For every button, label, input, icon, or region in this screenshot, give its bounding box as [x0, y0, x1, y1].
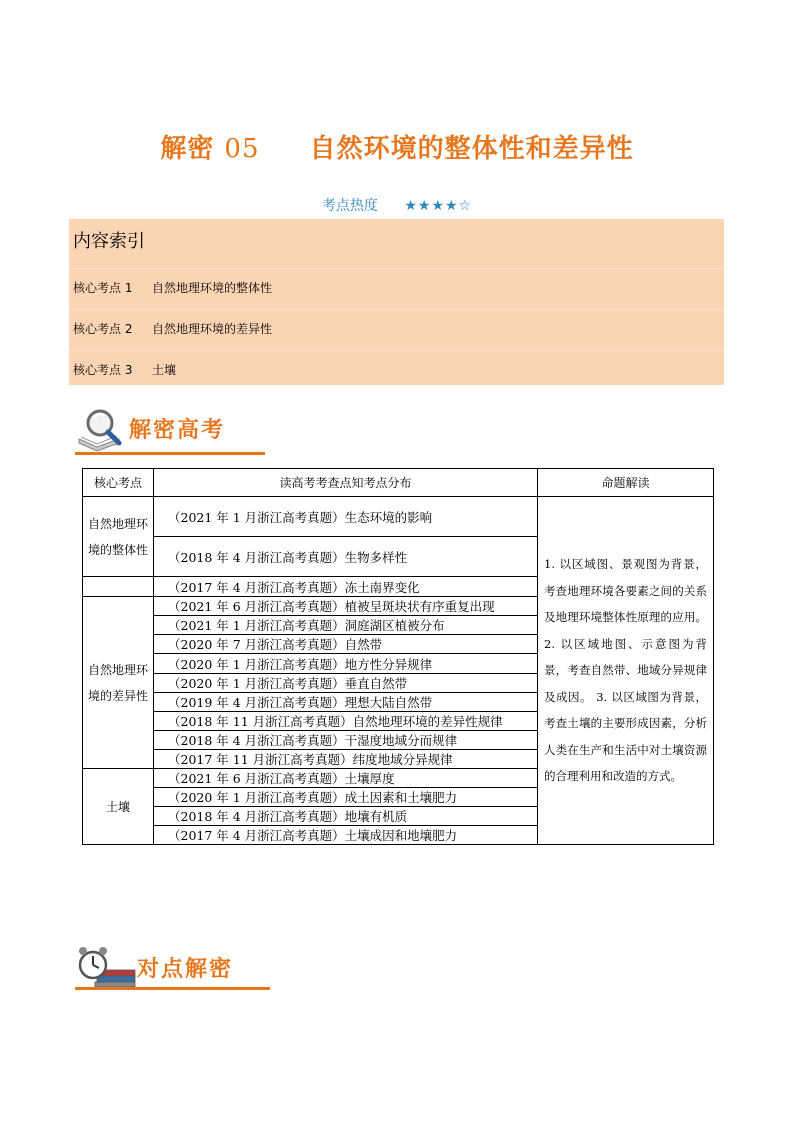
index-item-label: 核心考点 3	[73, 363, 133, 377]
item-cell: （2021 年 1 月浙江高考真题）洞庭湖区植被分布	[154, 616, 538, 635]
heat-label: 考点热度	[321, 198, 378, 214]
item-cell: （2018 年 4 月浙江高考真题）干湿度地域分而规律	[154, 731, 538, 750]
index-item-text: 土壤	[152, 363, 177, 377]
table-header: 核心考点	[83, 469, 154, 497]
index-item	[69, 351, 724, 392]
index-item-label: 核心考点 1	[73, 281, 133, 295]
item-cell: （2017 年 4 月浙江高考真题）冻土南界变化	[154, 577, 538, 597]
table-header: 命题解读	[538, 469, 714, 497]
section-header-decode	[75, 405, 270, 455]
index-item	[69, 269, 724, 310]
title-prefix: 解密	[160, 134, 215, 164]
item-cell: （2020 年 7 月浙江高考真题）自然带	[154, 635, 538, 654]
item-cell: （2018 年 11 月浙江高考真题）自然地理环境的差异性规律	[154, 712, 538, 731]
index-heading: 内容索引	[69, 219, 724, 269]
item-cell: （2021 年 1 月浙江高考真题）生态环境的影响	[154, 497, 538, 537]
item-cell: （2018 年 4 月浙江高考真题）生物多样性	[154, 537, 538, 577]
exam-points-table	[82, 468, 714, 845]
content-index	[69, 219, 724, 385]
item-cell: （2019 年 4 月浙江高考真题）理想大陆自然带	[154, 693, 538, 712]
title-text: 自然环境的整体性和差异性	[309, 134, 634, 164]
index-item-label: 核心考点 2	[73, 322, 133, 336]
heat-rating	[0, 195, 794, 215]
section-title: 对点解密	[137, 957, 234, 982]
item-cell: （2020 年 1 月浙江高考真题）地方性分异规律	[154, 654, 538, 674]
table-header-row	[83, 469, 714, 497]
index-item-text: 自然地理环境的差异性	[152, 322, 273, 336]
clock-books-icon	[75, 940, 137, 988]
category-cell: 土壤	[83, 769, 154, 845]
item-cell: （2017 年 11 月浙江高考真题）纬度地域分异规律	[154, 750, 538, 769]
table-row	[83, 497, 714, 537]
index-item-text: 自然地理环境的整体性	[152, 281, 273, 295]
category-cell: 自然地理环境的整体性	[83, 497, 154, 577]
item-cell: （2017 年 4 月浙江高考真题）土壤成因和地壤肥力	[154, 826, 538, 845]
item-cell: （2018 年 4 月浙江高考真题）地壤有机质	[154, 807, 538, 826]
item-cell: （2021 年 6 月浙江高考真题）植被呈斑块状有序重复出现	[154, 597, 538, 616]
category-cell	[83, 577, 154, 597]
item-cell: （2021 年 6 月浙江高考真题）土壤厚度	[154, 769, 538, 788]
section-title: 解密高考	[129, 418, 226, 443]
table-header: 读高考考查点知考点分布	[154, 469, 538, 497]
page-title	[0, 128, 794, 165]
interpretation-cell: 1. 以区域图、景观图为背景，考查地理环境各要素之间的关系及地理环境整体性原理的应用。 2. 以区域地图、示意图为背景，考查自然带、地域分异规律及成因。 3. 以区域图为背景，考查土壤的主要形成因素，分析人类在生产和生活中对土壤资源的合理利用和改造的方式。	[538, 497, 714, 845]
section-underline	[75, 452, 265, 455]
heat-stars: ★★★★☆	[404, 198, 473, 214]
index-item	[69, 310, 724, 351]
section-header-point	[75, 940, 270, 990]
item-cell: （2020 年 1 月浙江高考真题）垂直自然带	[154, 674, 538, 693]
title-code: 05	[224, 134, 260, 164]
item-cell: （2020 年 1 月浙江高考真题）成土因素和土壤肥力	[154, 788, 538, 807]
section-underline	[75, 987, 270, 990]
category-cell: 自然地理环境的差异性	[83, 597, 154, 769]
magnifier-book-icon	[75, 405, 127, 453]
